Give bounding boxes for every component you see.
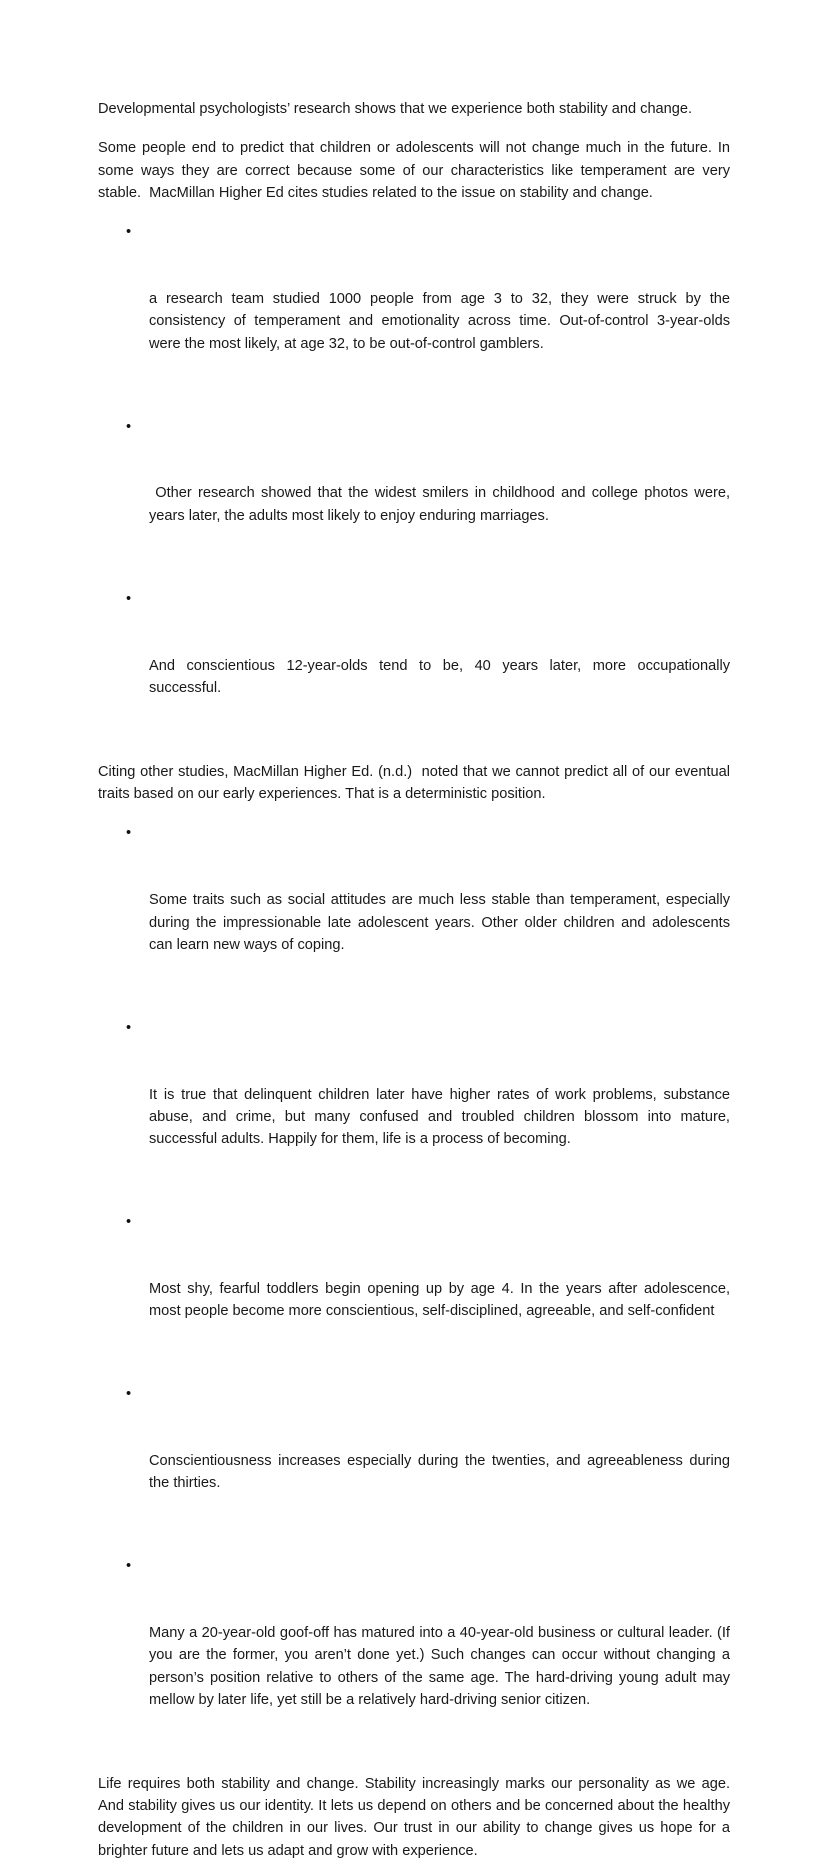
bullet-point-icon: • xyxy=(126,418,132,435)
bullet-point-icon: • xyxy=(126,1019,132,1036)
document-text-body xyxy=(98,98,735,1862)
bullet-goof-off xyxy=(98,1555,735,1756)
conclusion-paragraph: Life requires both stability and change. Stability increasingly marks our personality as we age. And stability gives us our identity. It lets us depend on others and be concerned about the healthy development of the children in our lives. Our trust in our ability to change gives us hope for a brighter future and lets us adapt and grow with experience. xyxy=(98,1775,735,1859)
bullet-item-label: And conscientious 12-year-olds tend to be, 40 years later, more occupationally successful. xyxy=(149,657,735,696)
bullet-conscientiousness-twenties xyxy=(98,1383,735,1539)
bullet-item-label: a research team studied 1000 people from age 3 to 32, they were struck by the consistency of temperament and emotionality across time. Out-of-control 3-year-olds were the most likely, at age 32, to be out-of-control gamblers. xyxy=(149,291,735,352)
bullet-point-icon: • xyxy=(126,224,132,241)
intro-paragraph: Developmental psychologists’ research shows that we experience both stability and change. xyxy=(98,101,693,117)
bullet-point-icon: • xyxy=(126,1386,132,1403)
bullet-point-icon: • xyxy=(126,825,132,842)
bullet-item-label: It is true that delinquent children later have higher rates of work problems, substance abuse, and crime, but many confused and troubled children blossom into mature, successful adults. Happily for them, life is a process of becoming. xyxy=(149,1086,735,1148)
bullet-item-label: Other research showed that the widest smilers in childhood and college photos were, years later, the adults most likely to enjoy enduring marriages. xyxy=(149,485,735,524)
bullet-item-label: Conscientiousness increases especially during the twenties, and agreeableness during the thirties. xyxy=(149,1453,735,1492)
citing-paragraph: Citing other studies, MacMillan Higher Ed. (n.d.) noted that we cannot predict all of our eventual traits based on our early experiences. That is a deterministic position. xyxy=(98,763,735,803)
stability-evidence-list xyxy=(98,221,735,744)
bullet-smilers-marriages xyxy=(98,416,735,572)
bullet-delinquent-children xyxy=(98,1017,735,1195)
stability-paragraph: Some people end to predict that children or adolescents will not change much in the future. In some ways they are correct because some of our characteristics like temperament are very stable. MacMillan Higher Ed cites studies related to the issue on stability and change. xyxy=(98,140,735,201)
bullet-point-icon: • xyxy=(126,590,132,607)
bullet-conscientious-12-year-olds xyxy=(98,588,735,744)
bullet-longitudinal-study xyxy=(98,221,735,399)
bullet-item-label: Some traits such as social attitudes are much less stable than temperament, especially during the impressionable late adolescent years. Other older children and adolescents can learn new ways of coping. xyxy=(149,892,735,953)
change-evidence-list xyxy=(98,822,735,1756)
bullet-item-label: Many a 20-year-old goof-off has matured into a 40-year-old business or cultural leader. (If you are the former, you aren’t done yet.) Such changes can occur without changing a person’s position relative to others of the same age. The hard-driving young adult may mellow by later life, yet still be a relatively hard-driving senior citizen. xyxy=(149,1625,735,1708)
bullet-point-icon: • xyxy=(126,1214,132,1231)
bullet-shy-toddlers xyxy=(98,1211,735,1367)
bullet-social-attitudes xyxy=(98,822,735,1000)
bullet-point-icon: • xyxy=(126,1558,132,1575)
bullet-item-label: Most shy, fearful toddlers begin opening up by age 4. In the years after adolescence, most people become more conscientious, self-disciplined, agreeable, and self-confident xyxy=(149,1280,735,1320)
